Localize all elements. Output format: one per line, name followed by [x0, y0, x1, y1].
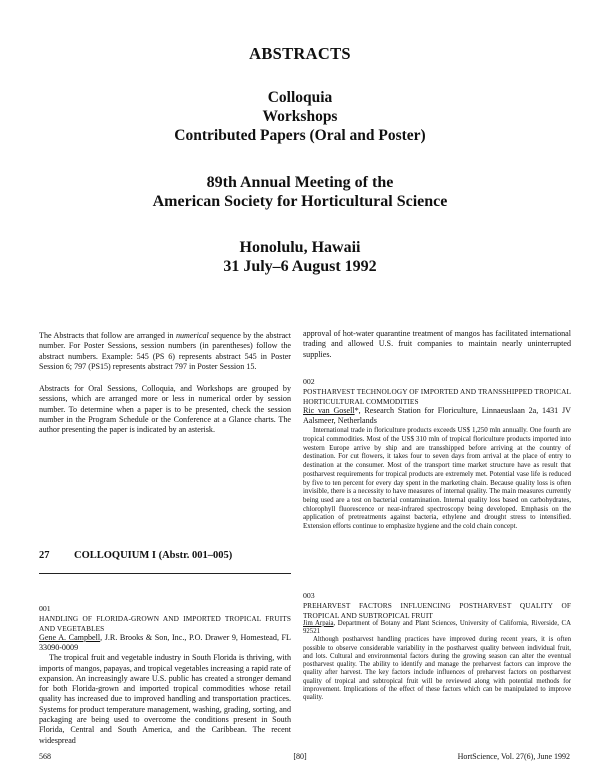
abstract-author: Gene A. Campbell — [39, 632, 101, 642]
abstract-003 — [303, 591, 571, 703]
intro-paragraph-2: Abstracts for Oral Sessions, Colloquia, and Workshops are grouped by sessions, which are arranged more or less in numerical order by session number. To determine when a paper is to be presented, check the session number in the Program Schedule or the Conference at a Glance charts. The author presenting the paper is indicated by an asterisk. — [39, 384, 291, 435]
intro-section — [39, 331, 291, 436]
abstract-author: Ric van Gosell — [303, 405, 355, 415]
abstract-authors — [39, 633, 291, 654]
abstract-title: HANDLING OF FLORIDA-GROWN AND IMPORTED TROPICAL FRUITS AND VEGETABLES — [39, 614, 291, 633]
abstract-title: POSTHARVEST TECHNOLOGY OF IMPORTED AND TRANSSHIPPED TROPICAL HORTICULTURAL COMMODITIES — [303, 387, 571, 406]
page-title: ABSTRACTS — [249, 44, 351, 63]
colloquium-heading — [39, 550, 291, 561]
abstract-body: Although postharvest handling practices have improved during recent years, it is often possible to observe considerable variability in the postharvest quality between individual fruit, and lots. Cultural and environmental factors during the growing season can alter the eventual postharvest quality. The ability to identify and manage the preharvest factors can improve the quality after harvest. The key factors include influences of preharvest factors on postharvest quality of tropical and subtropical fruit will be reviewed along with potential methods for improvement. Implications of the effect of these factors which can be manipulated to improve quality. — [303, 636, 571, 702]
subtitle-contributed-papers: Contributed Papers (Oral and Poster) — [174, 127, 426, 144]
journal-citation: HortScience, Vol. 27(6), June 1992 — [457, 752, 570, 761]
meeting-location: Honolulu, Hawaii — [239, 239, 361, 256]
abstract-affiliation: , Department of Botany and Plant Sciences, University of California, Riverside, CA 92521 — [303, 619, 571, 635]
meeting-dates: 31 July–6 August 1992 — [223, 258, 377, 275]
abstract-affiliation: *, Research Station for Floriculture, Linnaeuslaan 2a, 1431 JV Aalsmeer, Netherlands — [303, 405, 571, 425]
abstract-title: PREHARVEST FACTORS INFLUENCING POSTHARVEST QUALITY OF TROPICAL AND SUBTROPICAL FRUIT — [303, 601, 571, 620]
abstract-body: International trade in floriculture products exceeds US$ 1,250 mln annually. One fourth are tropical commodities. Most of the US$ 310 mln of tropical floriculture products imported into western Europe arrive by ship and are transshipped before arriving at the country of destination. For cut flowers, it takes four to seven days from arrival at the place of entry to destination at the consumer. Most of the transport time market structure have as result that postharvest requirements for tropical products are extremely met. Potential vase life is reduced by five to ten percent for every day spent in the marketing chain. Because quality loss is often invisible, there is a necessity to have measures of internal quality. The main measures currently being used are a test on bacterial contamination. Internal quality loss based on carbohydrates, chlorophyll fluorescence or near-infrared spectroscopy being developed. Emphasis on the application of pretreatments against bacteria, ethylene and drought stress to intensified. Extension efforts continue to emphasize hygiene and the cold chain concept. — [303, 426, 571, 531]
colloquium-title: COLLOQUIUM I (Abstr. 001–005) — [74, 550, 233, 561]
abstract-id: 001 — [39, 604, 51, 613]
meeting-title-line1: 89th Annual Meeting of the — [206, 174, 394, 191]
meeting-title-line2: American Society for Horticultural Science — [152, 193, 448, 210]
page-number: 568 — [39, 752, 51, 761]
abstract-001 — [39, 604, 291, 746]
page-center-number: [80] — [293, 752, 307, 761]
abstract-author: Jim Arpaia — [303, 619, 334, 627]
intro-p1-start: The Abstracts that follow are arranged in — [39, 331, 176, 340]
intro-p1-emphasis: numerical — [175, 331, 209, 340]
abstract-affiliation: , J.R. Brooks & Son, Inc., P.O. Drawer 9, Homestead, FL 33090-0009 — [39, 632, 291, 652]
continuation-text: approval of hot-water quarantine treatment of mangos has facilitated international trading and allowed U.S. fruit companies to maintain nearly uninterrupted supplies. — [303, 329, 571, 359]
abstract-body: The tropical fruit and vegetable industry in South Florida is thriving, with imports of mangos, papayas, and tropical vegetables increasing a rapid rate of expansion. An increasingly aware U.S. public has created a stronger demand for both Florida-grown and imported tropical commodities whose retail quality has increased due to improved handling and transportation practices. Systems for product temperature management, washing, grading, sorting, and packaging are being used to overcome the conditions present in South Florida, Central and South America, and the Caribbean. The recent widespread — [39, 653, 291, 745]
subtitle-workshops: Workshops — [262, 108, 338, 125]
intro-paragraph-1 — [39, 331, 291, 372]
subtitle-colloquia: Colloquia — [267, 89, 333, 106]
abstract-002 — [303, 377, 571, 531]
abstract-id: 002 — [303, 377, 315, 386]
intro-p1-end: sequence by the abstract number. For Poster Sessions, session numbers (in parentheses) follow the abstract numbers. Example: 545 (PS 6) represents abstract 545 in Poster Session 6; 797 (PS15) represents abstract 797 in Poster Session 15. — [39, 331, 292, 371]
abstract-001-continuation — [303, 329, 571, 360]
abstract-authors — [303, 406, 571, 427]
abstract-authors — [303, 620, 571, 637]
colloquium-number: 27 — [39, 550, 50, 561]
abstract-id: 003 — [303, 591, 315, 600]
colloquium-divider — [39, 573, 291, 574]
